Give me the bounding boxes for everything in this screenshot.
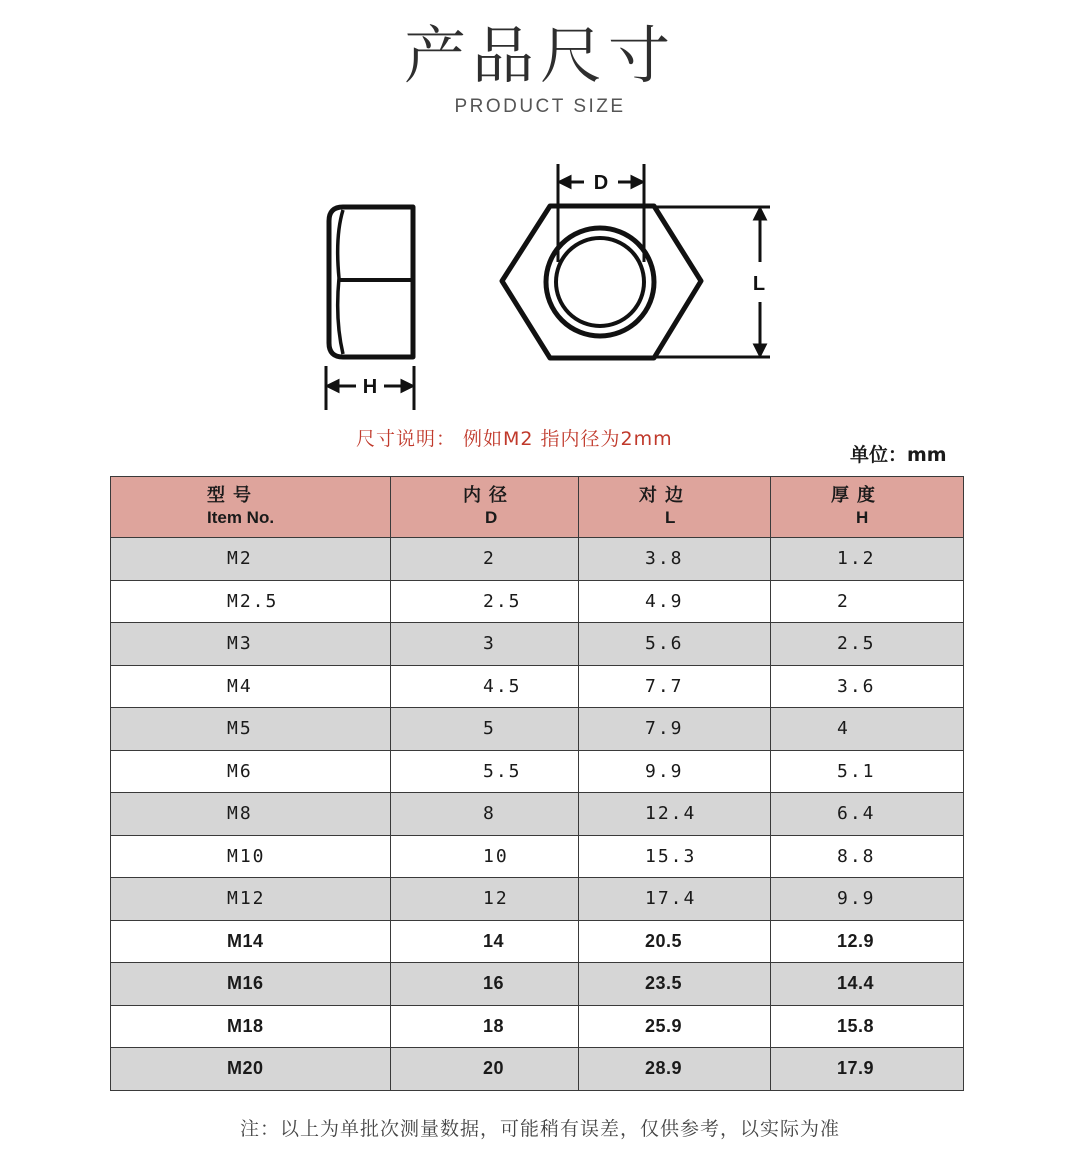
- cell-across-flats: 7.7: [579, 665, 771, 708]
- table-row: [111, 835, 964, 878]
- cell-thickness: 9.9: [771, 878, 964, 921]
- cell-across-flats: 17.4: [579, 878, 771, 921]
- cell-across-flats: 25.9: [579, 1005, 771, 1048]
- cell-item-no: M3: [111, 623, 391, 666]
- cell-thickness: 15.8: [771, 1005, 964, 1048]
- table-row: [111, 580, 964, 623]
- table-row: [111, 538, 964, 581]
- table-row: [111, 623, 964, 666]
- column-header-inner-diameter: 内径 D: [391, 477, 579, 538]
- dimension-label-l: L: [752, 273, 766, 295]
- cell-item-no: M12: [111, 878, 391, 921]
- cell-across-flats: 20.5: [579, 920, 771, 963]
- cell-item-no: M14: [111, 920, 391, 963]
- cell-across-flats: 28.9: [579, 1048, 771, 1091]
- cell-item-no: M6: [111, 750, 391, 793]
- cell-item-no: M20: [111, 1048, 391, 1091]
- nut-inner-circle: [546, 228, 654, 336]
- cell-item-no: M2.5: [111, 580, 391, 623]
- cell-inner-diameter: 2.5: [391, 580, 579, 623]
- nut-dimension-diagram: [0, 0, 1080, 420]
- size-table: [110, 476, 964, 1091]
- cell-thickness: 4: [771, 708, 964, 751]
- cell-inner-diameter: 12: [391, 878, 579, 921]
- cell-across-flats: 12.4: [579, 793, 771, 836]
- cell-thickness: 8.8: [771, 835, 964, 878]
- size-note: 尺寸说明： 例如M2 指内径为2mm: [356, 428, 673, 450]
- cell-thickness: 14.4: [771, 963, 964, 1006]
- cell-inner-diameter: 16: [391, 963, 579, 1006]
- cell-item-no: M8: [111, 793, 391, 836]
- cell-inner-diameter: 5.5: [391, 750, 579, 793]
- cell-inner-diameter: 14: [391, 920, 579, 963]
- cell-item-no: M10: [111, 835, 391, 878]
- cell-inner-diameter: 10: [391, 835, 579, 878]
- cell-inner-diameter: 5: [391, 708, 579, 751]
- table-body: [111, 538, 964, 1091]
- column-header-across-flats: 对边 L: [579, 477, 771, 538]
- cell-thickness: 6.4: [771, 793, 964, 836]
- table-row: [111, 920, 964, 963]
- cell-across-flats: 15.3: [579, 835, 771, 878]
- cell-inner-diameter: 8: [391, 793, 579, 836]
- footer-note: 注：以上为单批次测量数据，可能稍有误差，仅供参考，以实际为准: [239, 1118, 840, 1140]
- table-header-row: [111, 477, 964, 538]
- cell-item-no: M18: [111, 1005, 391, 1048]
- table-row: [111, 793, 964, 836]
- cell-thickness: 12.9: [771, 920, 964, 963]
- unit-label: 单位：mm: [850, 444, 947, 466]
- cell-item-no: M2: [111, 538, 391, 581]
- page-subtitle: PRODUCT SIZE: [454, 96, 626, 117]
- table-row: [111, 1005, 964, 1048]
- cell-inner-diameter: 18: [391, 1005, 579, 1048]
- table-row: [111, 708, 964, 751]
- cell-item-no: M4: [111, 665, 391, 708]
- table-row: [111, 878, 964, 921]
- cell-across-flats: 4.9: [579, 580, 771, 623]
- table-row: [111, 1048, 964, 1091]
- table-row: [111, 750, 964, 793]
- cell-item-no: M5: [111, 708, 391, 751]
- column-header-item-no: 型号 Item No.: [111, 477, 391, 538]
- dimension-label-h: H: [362, 376, 378, 398]
- cell-inner-diameter: 3: [391, 623, 579, 666]
- cell-thickness: 2.5: [771, 623, 964, 666]
- cell-thickness: 1.2: [771, 538, 964, 581]
- cell-inner-diameter: 2: [391, 538, 579, 581]
- cell-across-flats: 9.9: [579, 750, 771, 793]
- dimension-label-d: D: [593, 172, 609, 194]
- column-header-thickness: 厚度 H: [771, 477, 964, 538]
- cell-thickness: 3.6: [771, 665, 964, 708]
- cell-thickness: 2: [771, 580, 964, 623]
- table-row: [111, 665, 964, 708]
- table-row: [111, 963, 964, 1006]
- cell-thickness: 17.9: [771, 1048, 964, 1091]
- cell-across-flats: 5.6: [579, 623, 771, 666]
- cell-across-flats: 23.5: [579, 963, 771, 1006]
- cell-across-flats: 7.9: [579, 708, 771, 751]
- cell-item-no: M16: [111, 963, 391, 1006]
- cell-inner-diameter: 4.5: [391, 665, 579, 708]
- page-title: 产品尺寸: [403, 19, 676, 92]
- cell-inner-diameter: 20: [391, 1048, 579, 1091]
- cell-across-flats: 3.8: [579, 538, 771, 581]
- cell-thickness: 5.1: [771, 750, 964, 793]
